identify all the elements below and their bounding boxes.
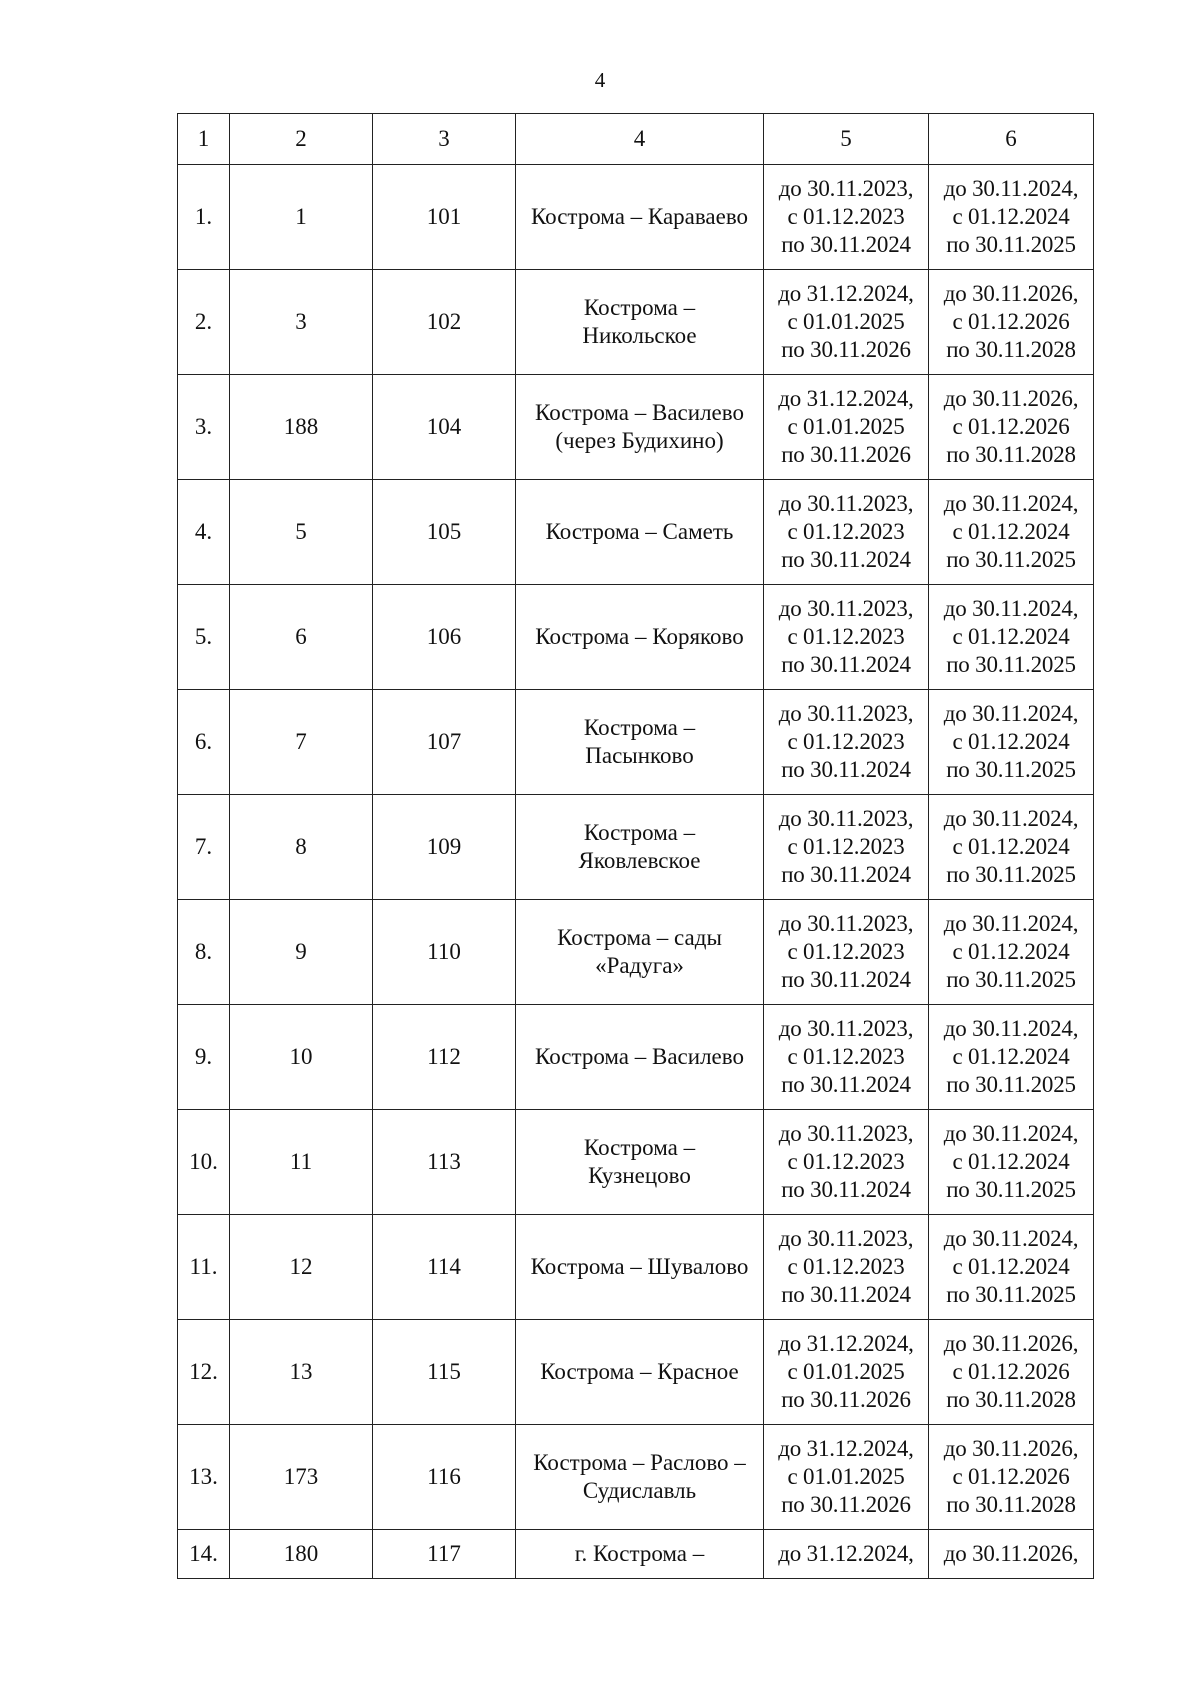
- cell-line: с 01.12.2024: [952, 939, 1070, 964]
- cell-line: с 01.12.2024: [952, 834, 1070, 859]
- period-cell-5: [764, 1215, 929, 1320]
- table-row: [178, 165, 1094, 270]
- route-name-cell: [516, 585, 764, 690]
- table-row: [178, 1425, 1094, 1530]
- cell-line: Кострома –: [583, 715, 696, 740]
- cell-line: до 31.12.2024,: [778, 386, 914, 411]
- cell-line: до 30.11.2023,: [778, 1016, 914, 1041]
- cell-line: с 01.12.2023: [787, 204, 905, 229]
- cell-line: до 31.12.2024,: [778, 1436, 914, 1461]
- cell-line: Кострома – Саметь: [545, 519, 734, 544]
- cell-line: г. Кострома –: [574, 1541, 705, 1566]
- cell-line: до 30.11.2024,: [943, 491, 1079, 516]
- cell-line: до 30.11.2026,: [943, 386, 1079, 411]
- cell-line: Кострома – Василево: [535, 400, 744, 425]
- cell-line: с 01.12.2023: [787, 834, 905, 859]
- route-number-cell: 113: [373, 1110, 516, 1215]
- period-cell-5: [764, 480, 929, 585]
- cell-line: с 01.12.2024: [952, 204, 1070, 229]
- cell-line: по 30.11.2025: [946, 1072, 1076, 1097]
- cell-line: с 01.12.2024: [952, 1149, 1070, 1174]
- row-number-cell: 7.: [178, 795, 230, 900]
- route-number-cell: 105: [373, 480, 516, 585]
- cell-line: по 30.11.2024: [781, 1282, 911, 1307]
- table-header: [178, 114, 1094, 165]
- route-name-cell: [516, 795, 764, 900]
- cell-line: Кострома –: [583, 295, 696, 320]
- cell-line: по 30.11.2028: [946, 1492, 1076, 1517]
- route-number-cell: 109: [373, 795, 516, 900]
- cell-line: до 30.11.2024,: [943, 1016, 1079, 1041]
- period-cell-5: [764, 585, 929, 690]
- route-name-cell: [516, 375, 764, 480]
- row-number-cell: 9.: [178, 1005, 230, 1110]
- cell-line: по 30.11.2024: [781, 1177, 911, 1202]
- cell-line: до 30.11.2024,: [943, 701, 1079, 726]
- routes-table: [177, 113, 1094, 1579]
- route-name-cell: [516, 690, 764, 795]
- cell-line: по 30.11.2026: [781, 337, 911, 362]
- column-2-cell: 12: [230, 1215, 373, 1320]
- route-name-cell: [516, 1005, 764, 1110]
- header-cell-3: 3: [373, 114, 516, 165]
- cell-line: по 30.11.2026: [781, 1492, 911, 1517]
- column-2-cell: 6: [230, 585, 373, 690]
- table-row: [178, 900, 1094, 1005]
- cell-line: Кострома – Шувалово: [530, 1254, 749, 1279]
- cell-line: с 01.12.2026: [952, 1359, 1070, 1384]
- cell-line: «Радуга»: [595, 953, 684, 978]
- cell-line: до 30.11.2026,: [943, 1331, 1079, 1356]
- cell-line: с 01.12.2024: [952, 729, 1070, 754]
- cell-line: по 30.11.2026: [781, 442, 911, 467]
- table-row: [178, 375, 1094, 480]
- table-row: [178, 1110, 1094, 1215]
- cell-line: (через Будихино): [555, 428, 724, 453]
- cell-line: по 30.11.2024: [781, 1072, 911, 1097]
- row-number-cell: 3.: [178, 375, 230, 480]
- period-cell-5: [764, 270, 929, 375]
- period-cell-6: [929, 1110, 1094, 1215]
- table-row: [178, 1530, 1094, 1579]
- cell-line: до 31.12.2024,: [778, 281, 914, 306]
- cell-line: до 30.11.2026,: [943, 1436, 1079, 1461]
- cell-line: по 30.11.2024: [781, 652, 911, 677]
- row-number-cell: 13.: [178, 1425, 230, 1530]
- cell-line: с 01.01.2025: [787, 414, 905, 439]
- route-number-cell: 110: [373, 900, 516, 1005]
- cell-line: до 30.11.2024,: [943, 1121, 1079, 1146]
- cell-line: по 30.11.2025: [946, 862, 1076, 887]
- cell-line: с 01.12.2026: [952, 1464, 1070, 1489]
- route-name-cell: [516, 1320, 764, 1425]
- row-number-cell: 12.: [178, 1320, 230, 1425]
- period-cell-6: [929, 795, 1094, 900]
- cell-line: с 01.12.2024: [952, 1044, 1070, 1069]
- cell-line: с 01.12.2024: [952, 1254, 1070, 1279]
- cell-line: до 30.11.2024,: [943, 596, 1079, 621]
- page-number: 4: [594, 68, 606, 92]
- cell-line: до 30.11.2024,: [943, 911, 1079, 936]
- period-cell-6: [929, 270, 1094, 375]
- cell-line: с 01.12.2023: [787, 729, 905, 754]
- row-number-cell: 1.: [178, 165, 230, 270]
- row-number-cell: 11.: [178, 1215, 230, 1320]
- period-cell-5: [764, 795, 929, 900]
- column-2-cell: 188: [230, 375, 373, 480]
- cell-line: по 30.11.2024: [781, 547, 911, 572]
- route-number-cell: 112: [373, 1005, 516, 1110]
- cell-line: Пасынково: [585, 743, 694, 768]
- period-cell-5: [764, 1320, 929, 1425]
- cell-line: по 30.11.2025: [946, 967, 1076, 992]
- cell-line: до 31.12.2024,: [778, 1541, 914, 1566]
- cell-line: до 30.11.2024,: [943, 806, 1079, 831]
- cell-line: по 30.11.2025: [946, 1282, 1076, 1307]
- cell-line: с 01.12.2024: [952, 519, 1070, 544]
- row-number-cell: 5.: [178, 585, 230, 690]
- cell-line: по 30.11.2025: [946, 757, 1076, 782]
- cell-line: до 31.12.2024,: [778, 1331, 914, 1356]
- row-number-cell: 8.: [178, 900, 230, 1005]
- route-name-cell: [516, 480, 764, 585]
- cell-line: до 30.11.2023,: [778, 491, 914, 516]
- header-cell-6: 6: [929, 114, 1094, 165]
- row-number-cell: 6.: [178, 690, 230, 795]
- period-cell-6: [929, 690, 1094, 795]
- cell-line: Кострома –: [583, 1135, 696, 1160]
- route-name-cell: [516, 900, 764, 1005]
- table-row: [178, 690, 1094, 795]
- table-row: [178, 1005, 1094, 1110]
- cell-line: по 30.11.2025: [946, 652, 1076, 677]
- cell-line: с 01.12.2023: [787, 1254, 905, 1279]
- header-cell-2: 2: [230, 114, 373, 165]
- cell-line: с 01.12.2023: [787, 1149, 905, 1174]
- period-cell-6: [929, 900, 1094, 1005]
- column-2-cell: 13: [230, 1320, 373, 1425]
- cell-line: по 30.11.2025: [946, 232, 1076, 257]
- route-number-cell: 115: [373, 1320, 516, 1425]
- cell-line: Яковлевское: [578, 848, 701, 873]
- row-number-cell: 14.: [178, 1530, 230, 1579]
- cell-line: Кострома – сады: [557, 925, 722, 950]
- cell-line: по 30.11.2028: [946, 442, 1076, 467]
- period-cell-5: [764, 1425, 929, 1530]
- route-number-cell: 104: [373, 375, 516, 480]
- route-number-cell: 107: [373, 690, 516, 795]
- cell-line: до 30.11.2026,: [943, 281, 1079, 306]
- route-name-cell: [516, 1530, 764, 1579]
- column-2-cell: 180: [230, 1530, 373, 1579]
- cell-line: по 30.11.2024: [781, 757, 911, 782]
- cell-line: по 30.11.2025: [946, 547, 1076, 572]
- cell-line: до 30.11.2024,: [943, 1226, 1079, 1251]
- cell-line: Судиславль: [582, 1478, 697, 1503]
- header-cell-4: 4: [516, 114, 764, 165]
- route-name-cell: [516, 1425, 764, 1530]
- period-cell-6: [929, 585, 1094, 690]
- cell-line: с 01.12.2023: [787, 624, 905, 649]
- cell-line: до 30.11.2023,: [778, 596, 914, 621]
- column-2-cell: 5: [230, 480, 373, 585]
- row-number-cell: 4.: [178, 480, 230, 585]
- route-name-cell: [516, 1110, 764, 1215]
- cell-line: с 01.01.2025: [787, 1464, 905, 1489]
- period-cell-6: [929, 480, 1094, 585]
- table-row: [178, 795, 1094, 900]
- table-row: [178, 480, 1094, 585]
- cell-line: Никольское: [582, 323, 697, 348]
- period-cell-6: [929, 1530, 1094, 1579]
- period-cell-5: [764, 690, 929, 795]
- header-row: [178, 114, 1094, 165]
- table-row: [178, 1320, 1094, 1425]
- cell-line: с 01.12.2023: [787, 519, 905, 544]
- table-row: [178, 1215, 1094, 1320]
- cell-line: по 30.11.2024: [781, 967, 911, 992]
- route-number-cell: 101: [373, 165, 516, 270]
- column-2-cell: 9: [230, 900, 373, 1005]
- route-name-cell: [516, 165, 764, 270]
- column-2-cell: 8: [230, 795, 373, 900]
- table-body: [178, 165, 1094, 1579]
- cell-line: до 30.11.2023,: [778, 701, 914, 726]
- cell-line: до 30.11.2023,: [778, 176, 914, 201]
- row-number-cell: 10.: [178, 1110, 230, 1215]
- table-row: [178, 585, 1094, 690]
- cell-line: до 30.11.2024,: [943, 176, 1079, 201]
- cell-line: по 30.11.2026: [781, 1387, 911, 1412]
- column-2-cell: 1: [230, 165, 373, 270]
- cell-line: по 30.11.2028: [946, 337, 1076, 362]
- route-name-cell: [516, 1215, 764, 1320]
- period-cell-6: [929, 1215, 1094, 1320]
- route-number-cell: 102: [373, 270, 516, 375]
- column-2-cell: 10: [230, 1005, 373, 1110]
- column-2-cell: 7: [230, 690, 373, 795]
- cell-line: до 30.11.2026,: [943, 1541, 1079, 1566]
- cell-line: по 30.11.2028: [946, 1387, 1076, 1412]
- route-number-cell: 114: [373, 1215, 516, 1320]
- header-cell-1: 1: [178, 114, 230, 165]
- cell-line: с 01.01.2025: [787, 1359, 905, 1384]
- row-number-cell: 2.: [178, 270, 230, 375]
- cell-line: с 01.12.2024: [952, 624, 1070, 649]
- route-number-cell: 117: [373, 1530, 516, 1579]
- column-2-cell: 173: [230, 1425, 373, 1530]
- cell-line: до 30.11.2023,: [778, 1121, 914, 1146]
- cell-line: по 30.11.2024: [781, 862, 911, 887]
- period-cell-5: [764, 1110, 929, 1215]
- cell-line: с 01.12.2023: [787, 1044, 905, 1069]
- cell-line: с 01.01.2025: [787, 309, 905, 334]
- column-2-cell: 3: [230, 270, 373, 375]
- period-cell-5: [764, 165, 929, 270]
- cell-line: Кострома – Красное: [540, 1359, 739, 1384]
- route-number-cell: 106: [373, 585, 516, 690]
- column-2-cell: 11: [230, 1110, 373, 1215]
- period-cell-6: [929, 1425, 1094, 1530]
- cell-line: Кострома – Раслово –: [533, 1450, 746, 1475]
- cell-line: Кузнецово: [588, 1163, 691, 1188]
- header-cell-5: 5: [764, 114, 929, 165]
- cell-line: до 30.11.2023,: [778, 806, 914, 831]
- cell-line: до 30.11.2023,: [778, 1226, 914, 1251]
- period-cell-5: [764, 900, 929, 1005]
- route-name-cell: [516, 270, 764, 375]
- period-cell-5: [764, 375, 929, 480]
- cell-line: по 30.11.2025: [946, 1177, 1076, 1202]
- cell-line: по 30.11.2024: [781, 232, 911, 257]
- period-cell-5: [764, 1530, 929, 1579]
- period-cell-6: [929, 1320, 1094, 1425]
- cell-line: Кострома – Коряково: [535, 624, 744, 649]
- period-cell-6: [929, 165, 1094, 270]
- period-cell-6: [929, 1005, 1094, 1110]
- route-number-cell: 116: [373, 1425, 516, 1530]
- cell-line: Кострома – Василево: [535, 1044, 744, 1069]
- cell-line: с 01.12.2023: [787, 939, 905, 964]
- period-cell-5: [764, 1005, 929, 1110]
- cell-line: Кострома –: [583, 820, 696, 845]
- period-cell-6: [929, 375, 1094, 480]
- cell-line: с 01.12.2026: [952, 414, 1070, 439]
- table-row: [178, 270, 1094, 375]
- cell-line: с 01.12.2026: [952, 309, 1070, 334]
- cell-line: до 30.11.2023,: [778, 911, 914, 936]
- cell-line: Кострома – Караваево: [530, 204, 749, 229]
